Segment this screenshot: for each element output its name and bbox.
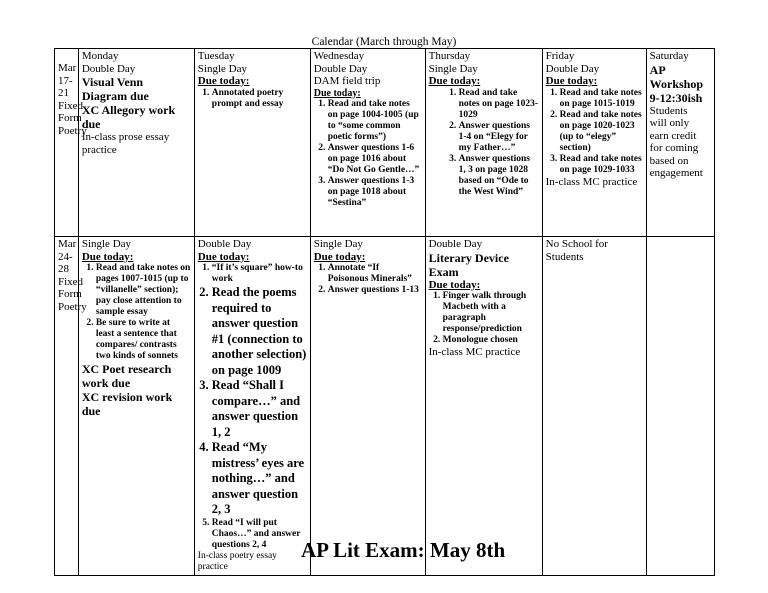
assignment-list xyxy=(429,291,539,346)
week-label-line: 28 xyxy=(58,263,69,275)
assignment-item: Diagram due xyxy=(81,89,149,103)
assignment-item: XC Poet research xyxy=(81,362,172,376)
day-header: Thursday xyxy=(428,50,471,62)
day-header: Saturday xyxy=(649,50,689,62)
workshop-time: 9-12:30ish xyxy=(649,90,703,105)
no-school-note: Students xyxy=(545,250,584,263)
no-school-note: No School for xyxy=(545,238,608,250)
week-row-1 xyxy=(55,49,715,237)
assignment-item: 2. Read and take notes on page 1020-1023 (up to “elegy” section) xyxy=(560,110,643,154)
class-note: In-class MC practice xyxy=(428,346,521,358)
wednesday-cell xyxy=(310,49,425,237)
week-label-line: Form xyxy=(58,288,82,300)
day-type: Double Day xyxy=(545,62,600,75)
saturday-cell xyxy=(646,237,714,576)
thursday-cell xyxy=(425,237,542,576)
assignment-item: 2. Be sure to write at least a sentence that compares/ contrasts two kinds of sonnets xyxy=(96,318,191,362)
assignment-list xyxy=(314,99,422,209)
assignment-item: 2. Answer questions 1-13 xyxy=(328,285,422,296)
exam-label: Exam xyxy=(428,264,459,279)
exam-date-footer: AP Lit Exam: May 8th xyxy=(301,538,506,562)
saturday-cell xyxy=(646,49,714,237)
week-label-line: Form xyxy=(58,112,82,124)
monday-cell xyxy=(78,237,194,576)
assignment-item: 1. Annotate “If Poisonous Minerals” xyxy=(328,263,422,285)
friday-cell xyxy=(542,49,646,237)
workshop-note-line: for coming xyxy=(649,142,699,154)
monday-cell xyxy=(78,49,194,237)
day-type: Double Day xyxy=(81,62,136,75)
day-type: Single Day xyxy=(197,62,247,75)
assignment-item: 1. Read and take notes on page 1015-1019 xyxy=(560,88,643,110)
workshop-title: Workshop xyxy=(649,76,704,91)
assignment-list xyxy=(198,88,307,110)
workshop-note-line: based on xyxy=(649,154,689,167)
tuesday-cell xyxy=(194,49,310,237)
assignment-item: 3. Answer questions 1-3 on page 1018 about “Sestina” xyxy=(328,176,422,209)
assignment-list xyxy=(314,263,422,296)
class-note: In-class prose essay practice xyxy=(81,131,170,156)
friday-cell xyxy=(542,237,646,576)
assignment-item: 2. Answer questions 1-6 on page 1016 about “Do Not Go Gentle…” xyxy=(328,143,422,176)
assignment-item: 2. Answer questions 1-4 on “Elegy for my Father…” xyxy=(459,121,539,154)
workshop-note-line: Students xyxy=(649,104,688,117)
due-today-label: Due today: xyxy=(313,87,361,99)
assignment-list xyxy=(546,88,643,176)
assignment-list xyxy=(82,263,191,362)
due-today-label: Due today: xyxy=(197,75,250,87)
week-label-line: 21 xyxy=(58,87,69,99)
week-label-line: Poetry xyxy=(58,124,87,137)
week-label-line: Fixed xyxy=(58,99,84,112)
assignment-item: 2. Monologue chosen xyxy=(443,335,539,346)
due-today-label: Due today: xyxy=(428,278,481,291)
day-type: Single Day xyxy=(81,238,132,250)
assignment-item: XC revision work due xyxy=(81,390,173,418)
due-today-label: Due today: xyxy=(545,75,598,87)
assignment-item: 1. Annotated poetry prompt and essay xyxy=(212,88,307,110)
week-label-cell xyxy=(55,237,87,576)
assignment-item: XC Allegory work xyxy=(81,103,176,117)
tuesday-cell xyxy=(194,237,310,576)
day-type: Double Day xyxy=(428,238,483,250)
assignment-item: 2. Read the poems required to answer question #1 (connection to another selection) on page 1009 xyxy=(212,285,307,378)
assignment-item: 1. Read and take notes on page 1023-1029 xyxy=(459,88,539,121)
workshop-title: AP xyxy=(649,62,666,77)
due-today-label: Due today: xyxy=(81,250,134,263)
week-label-line: Poetry xyxy=(58,300,87,313)
workshop-note-line: will only xyxy=(649,117,690,129)
week-row-2 xyxy=(55,237,715,576)
wednesday-cell xyxy=(310,237,425,576)
day-type: Single Day xyxy=(428,62,478,75)
assignment-item: Visual Venn xyxy=(81,75,144,89)
due-today-label: Due today: xyxy=(197,250,250,263)
day-header: Monday xyxy=(81,50,119,62)
calendar-table xyxy=(54,48,715,576)
assignment-item: 3. Answer questions 1, 3 on page 1028 based on “Ode to the West Wind” xyxy=(459,154,539,198)
field-trip-note: DAM field trip xyxy=(313,75,381,87)
day-header: Wednesday xyxy=(313,50,365,62)
day-type: Double Day xyxy=(313,62,368,75)
assignment-item: 1. Finger walk through Macbeth with a paragraph response/prediction xyxy=(443,291,539,335)
week-label-line: Fixed xyxy=(58,275,84,288)
assignment-list xyxy=(198,263,307,551)
exam-label: Literary Device xyxy=(428,250,509,265)
assignment-item: 5. Read “I will put Chaos…” and answer questions 2, 4 xyxy=(212,518,307,551)
class-note: In-class MC practice xyxy=(545,175,638,188)
week-label-line: Mar 17- xyxy=(58,62,77,87)
assignment-item: 3. Read and take notes on page 1029-1033 xyxy=(560,154,643,176)
thursday-cell xyxy=(425,49,542,237)
workshop-note-line: engagement xyxy=(649,167,703,179)
day-header: Tuesday xyxy=(197,50,235,62)
week-label-line: Mar 24- xyxy=(58,238,77,263)
day-header: Friday xyxy=(545,50,575,62)
calendar-caption: Calendar (March through May) xyxy=(311,36,457,48)
assignment-list xyxy=(429,88,539,198)
assignment-item: 1. Read and take notes on pages 1007-1015 (up to “villanelle” section); pay close attention to sample essay xyxy=(96,263,191,318)
assignment-item: 1. “If it’s square” how-to work xyxy=(212,263,307,285)
class-note: In-class poetry essay practice xyxy=(197,550,277,572)
day-type: Single Day xyxy=(313,238,363,250)
due-today-label: Due today: xyxy=(428,75,481,87)
assignment-item: work due xyxy=(81,376,131,390)
week-label-cell xyxy=(55,49,87,237)
workshop-note-line: earn credit xyxy=(649,129,697,142)
due-today-label: Due today: xyxy=(313,250,366,263)
assignment-item: 4. Read “My mistress’ eyes are nothing…” and answer question 2, 3 xyxy=(212,440,307,518)
assignment-item: 1. Read and take notes on page 1004-1005 (up to “some common poetic forms”) xyxy=(328,99,422,143)
assignment-item: 3. Read “Shall I compare…” and answer question 1, 2 xyxy=(212,378,307,440)
day-type: Double Day xyxy=(197,238,252,250)
assignment-item: due xyxy=(81,117,101,131)
